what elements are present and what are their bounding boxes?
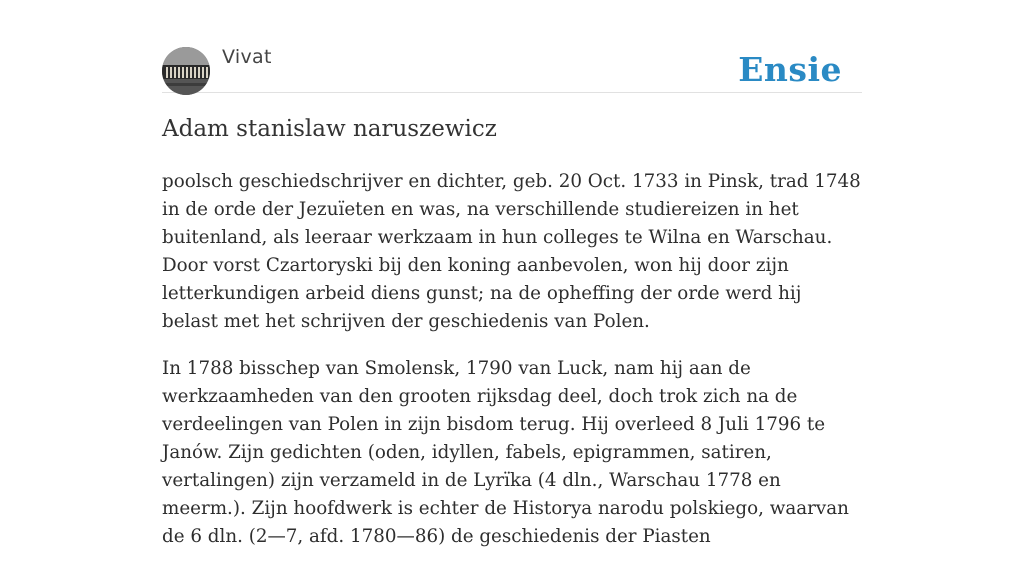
article-paragraph: In 1788 bisschep van Smolensk, 1790 van Luck, nam hij aan de werkzaamheden van den grooten rijksdag deel, doch trok zich na de verdeelingen van Polen in zijn bisdom terug. Hij overleed 8 Juli 1796 te Janów. Zijn gedichten (oden, idyllen, fabels, epigrammen, satiren, vertalingen) zijn verzameld in de Lyrïka (4 dln., Warschau 1778 en meerm.). Zijn hoofdwerk is echter de Historya narodu polskiego, waarvan de 6 dln. (2—7, afd. 1780—86) de geschiedenis der Piasten	[162, 358, 849, 547]
ensie-page	[162, 0, 862, 547]
article-title: Adam stanislaw naruszewicz	[162, 116, 497, 142]
author-avatar[interactable]	[162, 47, 210, 95]
page-header	[162, 0, 862, 93]
author-name[interactable]: Vivat	[222, 46, 272, 68]
article-paragraph: poolsch geschiedschrijver en dichter, geb. 20 Oct. 1733 in Pinsk, trad 1748 in de orde der Jezuïeten en was, na verschillende studiereizen in het buitenland, als leeraar werkzaam in hun colleges te Wilna en Warschau. Door vorst Czartoryski bij den koning aanbevolen, won hij door zijn letterkundigen arbeid diens gunst; na de opheffing der orde werd hij belast met het schrijven der geschiedenis van Polen.	[162, 171, 861, 332]
ensie-logo[interactable]: Ensie	[738, 50, 842, 89]
typewriter-keys-icon	[162, 47, 210, 95]
article-body	[162, 168, 862, 570]
